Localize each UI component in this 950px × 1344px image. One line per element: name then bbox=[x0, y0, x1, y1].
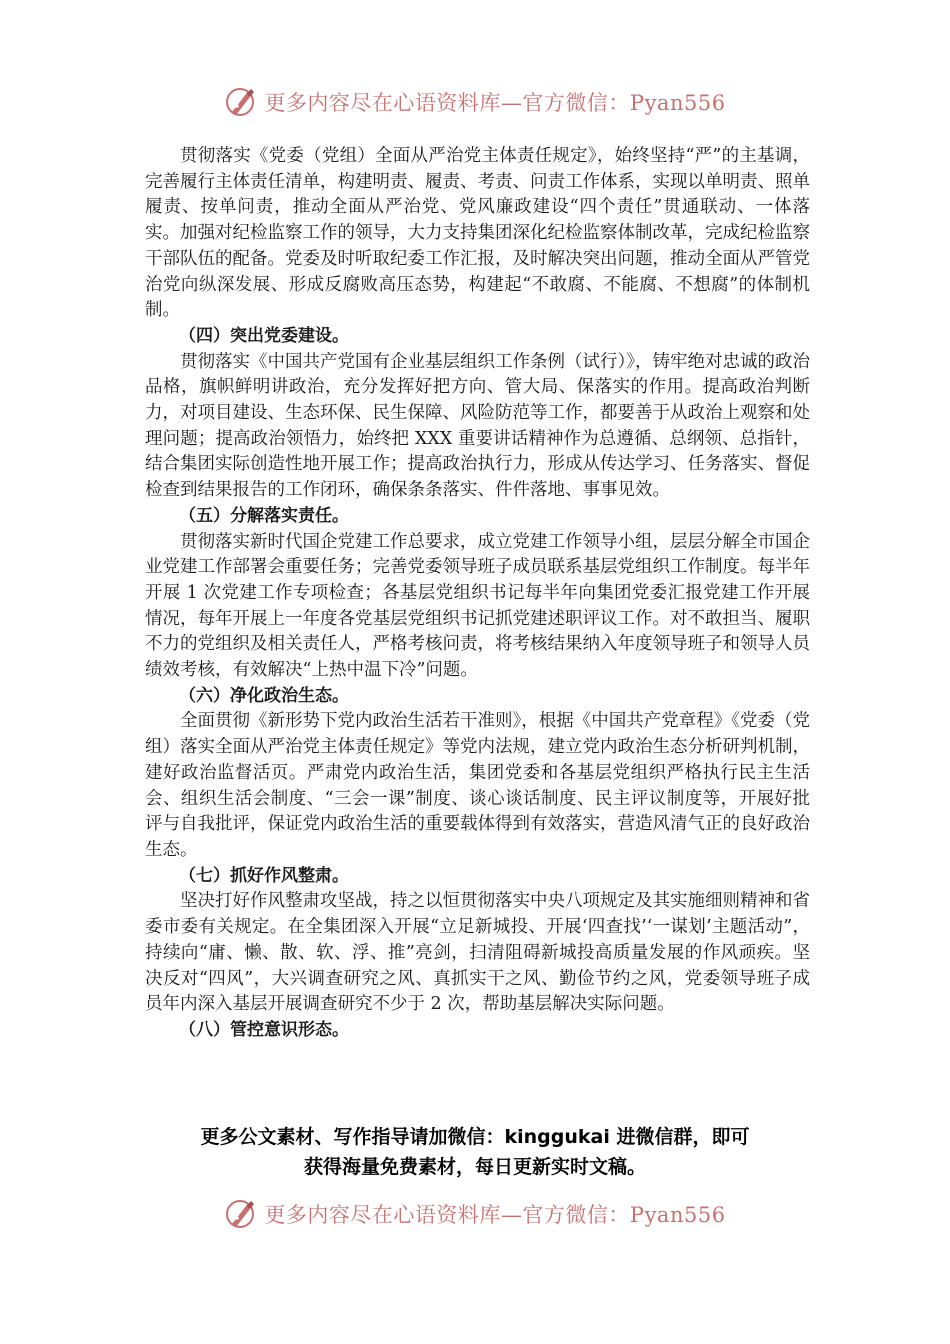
watermark-text: 更多内容尽在心语资料库—官方微信：Pyan556 bbox=[264, 91, 726, 115]
header-watermark-banner bbox=[0, 82, 950, 122]
section-heading: （八）管控意识形态。 bbox=[179, 1019, 349, 1040]
body-paragraph: 贯彻落实《中国共产党国有企业基层组织工作条例（试行）》，铸牢绝对忠诚的政治品格，旗帜鲜明讲政治，充分发挥好把方向、管大局、保落实的作用。提高政治判断力，对项目建设、生态环保、民生保障、风险防范等工作，都要善于从政治上观察和处理问题；提高政治领悟力，始终把 XXX 重要讲话精神作为总遵循、总纲领、总指针，结合集团实际创造性地开展工作；提高政治执行力，形成从传达学习、任务落实、督促检查到结果报告的工作闭环，确保条条落实、件件落地、事事见效。 bbox=[145, 351, 810, 501]
body-paragraph: 全面贯彻《新形势下党内政治生活若干准则》，根据《中国共产党章程》《党委（党组）落实全面从严治党主体责任规定》等党内法规，建立党内政治生态分析研判机制，建好政治监督活页。严肃党内政治生活，集团党委和各基层党组织严格执行民主生活会、组织生活会制度、“三会一课”制度、谈心谈话制度、民主评议制度等，开展好批评与自我批评，保证党内政治生活的重要载体得到有效落实，营造风清气正的良好政治生态。 bbox=[145, 711, 810, 860]
section-heading: （五）分解落实责任。 bbox=[179, 505, 349, 526]
pen-nib-logo-icon bbox=[224, 1197, 258, 1231]
section-heading: （七）抓好作风整肃。 bbox=[179, 865, 349, 886]
body-paragraph: 坚决打好作风整肃攻坚战，持之以恒贯彻落实中央八项规定及其实施细则精神和省委市委有关规定。在全集团深入开展“立足新城投、开展‘四查找’‘一谋划’主题活动”，持续向“庸、懒、散、软、浮、推”亮剑，扫清阻碍新城投高质量发展的作风顽疾。坚决反对“四风”，大兴调查研究之风、真抓实干之风、勤俭节约之风，党委领导班子成员年内深入基层开展调查研究不少于 2 次，帮助基层解决实际问题。 bbox=[145, 891, 810, 1015]
section-heading: （六）净化政治生态。 bbox=[179, 685, 349, 706]
pen-nib-logo-icon bbox=[224, 85, 258, 119]
promo-note bbox=[100, 1122, 850, 1182]
watermark-text: 更多内容尽在心语资料库—官方微信：Pyan556 bbox=[264, 1203, 726, 1227]
promo-note-line: 获得海量免费素材，每日更新实时文稿。 bbox=[303, 1156, 646, 1178]
body-paragraph: 贯彻落实《党委（党组）全面从严治党主体责任规定》，始终坚持“严”的主基调，完善履行主体责任清单，构建明责、履责、考责、问责工作体系，实现以单明责、照单履责、按单问责，推动全面从严治党、党风廉政建设“四个责任”贯通联动、一体落实。加强对纪检监察工作的领导，大力支持集团深化纪检监察体制改革，完成纪检监察干部队伍的配备。党委及时听取纪委工作汇报，及时解决突出问题，推动全面从严管党治党向纵深发展、形成反腐败高压态势，构建起“不敢腐、不能腐、不想腐”的体制机制。 bbox=[145, 146, 810, 321]
footer-watermark-banner bbox=[0, 1194, 950, 1234]
section-heading: （四）突出党委建设。 bbox=[179, 325, 349, 346]
document-body bbox=[145, 144, 810, 1044]
body-paragraph: 贯彻落实新时代国企党建工作总要求，成立党建工作领导小组，层层分解全市国企业党建工作部署会重要任务；完善党委领导班子成员联系基层党组织工作制度。每半年开展 1 次党建工作专项检查；各基层党组织书记每半年向集团党委汇报党建工作开展情况，每年开展上一年度各党基层党组织书记抓党建述职评议工作。对不敢担当、履职不力的党组织及相关责任人，严格考核问责，将考核结果纳入年度领导班子和领导人员绩效考核，有效解决“上热中温下冷”问题。 bbox=[145, 531, 810, 681]
promo-note-line: 更多公文素材、写作指导请加微信：kinggukai 进微信群，即可 bbox=[200, 1126, 750, 1148]
